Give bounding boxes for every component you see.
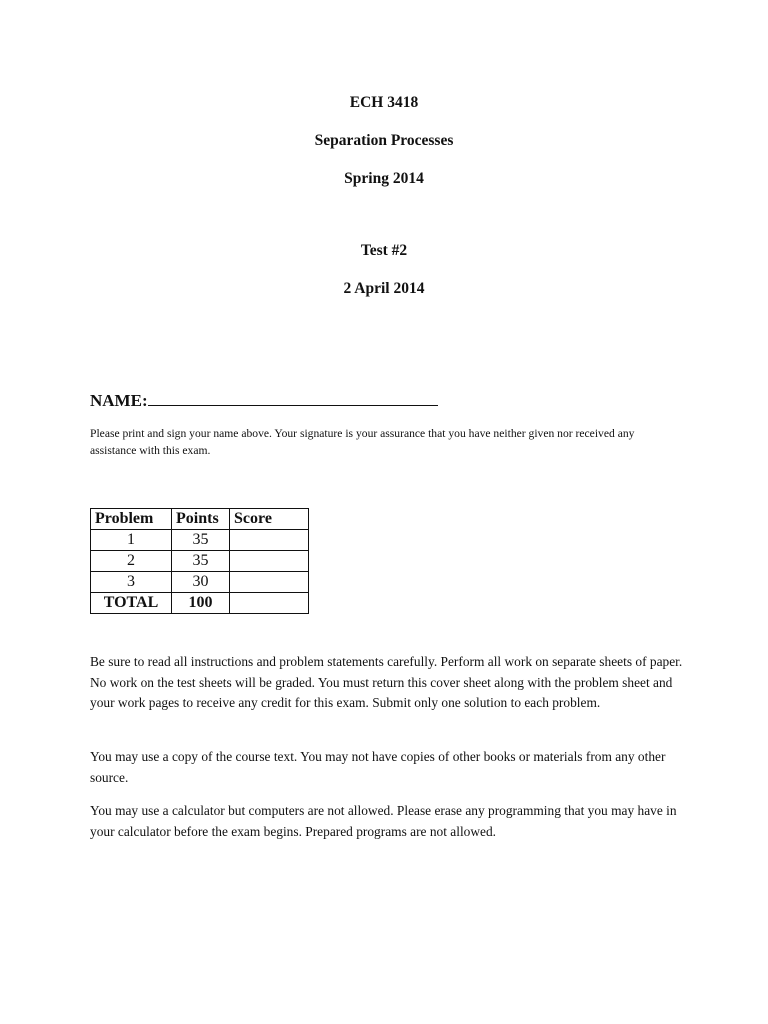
problem-score xyxy=(230,530,309,551)
problem-score xyxy=(230,551,309,572)
total-row xyxy=(91,593,309,614)
problem-points: 35 xyxy=(172,530,230,551)
name-label: NAME: xyxy=(90,391,148,410)
instructions-paragraph: Be sure to read all instructions and problem statements carefully. Perform all work on separate sheets of paper. No work on the test sheets will be graded. You must return this cover sheet along with the problem sheet and your work pages to receive any credit for this exam. Submit only one solution to each problem. xyxy=(90,654,683,710)
exam-date: 2 April 2014 xyxy=(343,280,425,297)
course-title: Separation Processes xyxy=(314,132,454,149)
total-score xyxy=(230,593,309,614)
problem-points: 35 xyxy=(172,551,230,572)
table-row xyxy=(91,572,309,593)
header-problem: Problem xyxy=(91,509,172,530)
problem-number: 1 xyxy=(91,530,172,551)
course-code: ECH 3418 xyxy=(349,94,419,111)
test-name: Test #2 xyxy=(360,242,408,259)
total-points: 100 xyxy=(172,593,230,614)
course-text-paragraph: You may use a copy of the course text. You may not have copies of other books or materials from any other source. xyxy=(90,749,666,785)
term: Spring 2014 xyxy=(344,170,424,187)
score-table xyxy=(90,508,309,614)
problem-number: 3 xyxy=(91,572,172,593)
problem-number: 2 xyxy=(91,551,172,572)
header-score: Score xyxy=(230,509,309,530)
score-table-header xyxy=(91,509,309,530)
header-points: Points xyxy=(172,509,230,530)
problem-score xyxy=(230,572,309,593)
calculator-paragraph: You may use a calculator but computers are not allowed. Please erase any programming that you may have in your calculator before the exam begins. Prepared programs are not allowed. xyxy=(90,803,677,839)
total-label: TOTAL xyxy=(91,593,172,614)
table-row xyxy=(91,530,309,551)
name-field xyxy=(90,388,438,411)
table-row xyxy=(91,551,309,572)
signature-instruction: Please print and sign your name above. Your signature is your assurance that you have neither given nor received any assistance with this exam. xyxy=(90,427,635,457)
name-blank-line xyxy=(148,388,438,406)
problem-points: 30 xyxy=(172,572,230,593)
